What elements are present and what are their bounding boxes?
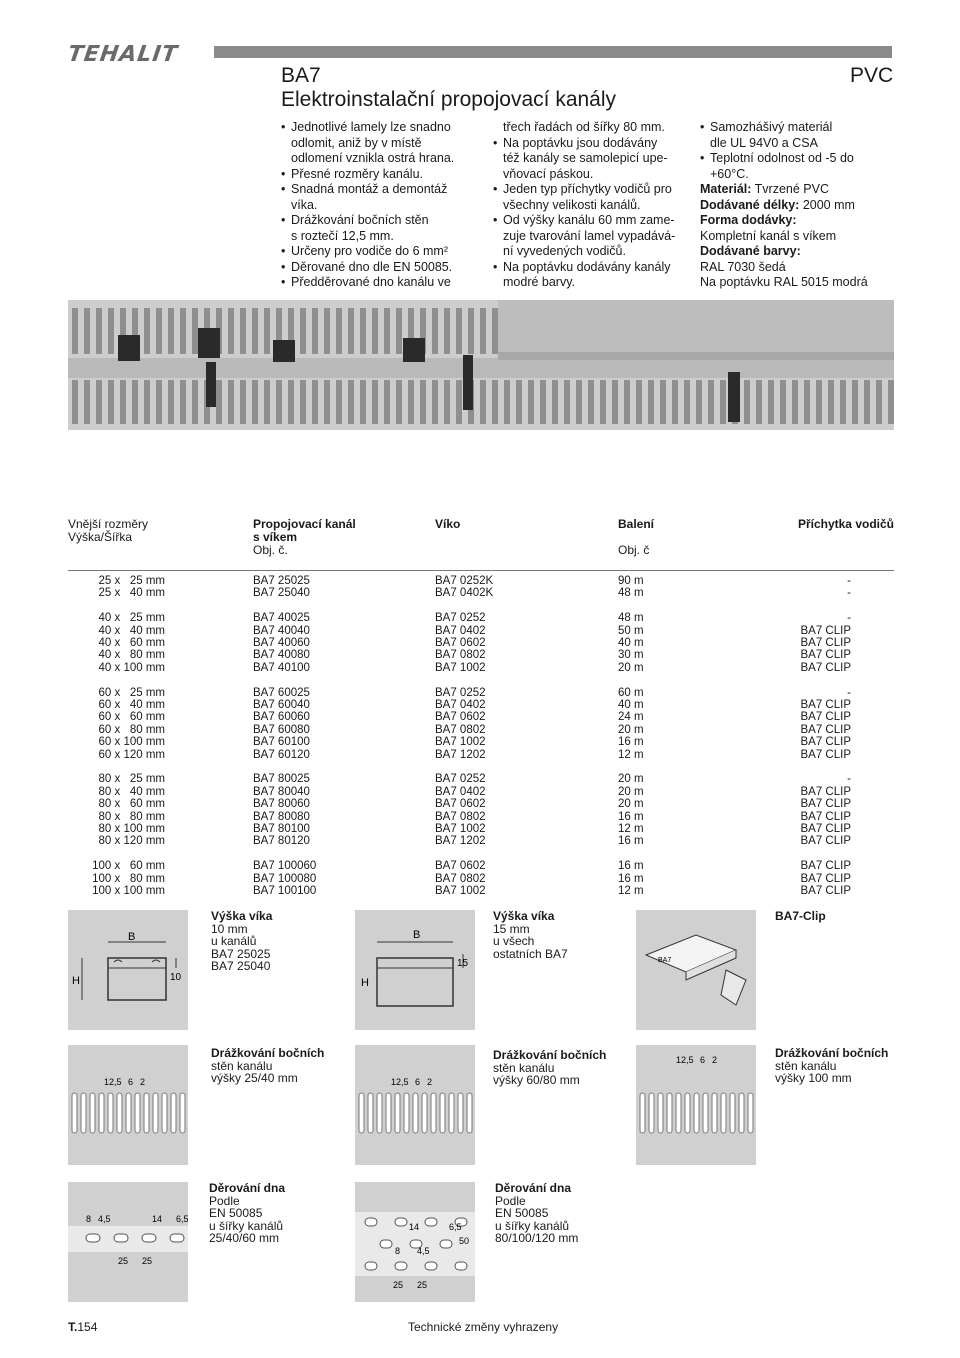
feature-line: modré barvy. <box>503 275 576 289</box>
spec-value: Kompletní kanál s víkem <box>700 228 837 243</box>
feature-line: +60°C. <box>710 166 749 181</box>
slot-drawing-mid <box>355 1045 475 1165</box>
header-bar <box>214 46 892 58</box>
features-column-2 <box>493 120 698 291</box>
channel-code-cell: BA7 40025 <box>253 612 310 625</box>
svg-text:14: 14 <box>152 1214 163 1224</box>
svg-text:4,5: 4,5 <box>98 1214 111 1224</box>
dimension-cell: 100 x 60 mm <box>92 860 165 873</box>
table-row <box>68 637 894 649</box>
channel-code-cell: BA7 80100 <box>253 823 310 835</box>
pack-cell: 24 m <box>618 711 644 724</box>
channel-code-cell: BA7 60040 <box>253 699 310 711</box>
spec-value: 2000 mm <box>802 197 855 212</box>
dimension-cell: 80 x 40 mm <box>98 785 165 798</box>
slot-drawing-small <box>68 1045 188 1165</box>
svg-text:8: 8 <box>395 1246 401 1256</box>
features-column-3 <box>700 120 890 291</box>
spec-list <box>700 182 890 291</box>
spec-label: Forma dodávky: <box>700 213 797 227</box>
caption-holes-large: Děrování dna Podle EN 50085 u šířky kanálů 80/100/120 mm <box>495 1181 579 1246</box>
clip-cell: BA7 CLIP <box>800 823 851 835</box>
clip-cell: BA7 CLIP <box>800 748 851 761</box>
pack-cell: 20 m <box>618 785 644 798</box>
clip-cell: - <box>847 575 851 587</box>
lid-code-cell: BA7 1202 <box>435 748 486 761</box>
feature-line: s roztečí 12,5 mm. <box>291 228 394 243</box>
dim-label-b: B <box>128 931 136 943</box>
channel-code-cell: BA7 40040 <box>253 624 310 637</box>
lid-code-cell: BA7 1002 <box>435 823 486 835</box>
svg-text:12,5: 12,5 <box>104 1077 122 1087</box>
caption-lid-large: Výška víka 15 mm u všech ostatních BA7 <box>493 909 568 961</box>
dimension-cell: 40 x 80 mm <box>98 649 165 662</box>
table-row <box>68 699 894 711</box>
lid-code-cell: BA7 0252 <box>435 686 486 699</box>
spec-row <box>700 213 890 229</box>
channel-code-cell: BA7 80080 <box>253 810 310 823</box>
clip-cell: BA7 CLIP <box>800 798 851 811</box>
table-row <box>68 773 894 785</box>
brand-logo: TEHALIT <box>66 42 180 67</box>
caption-slots-mid: Drážkování bočních stěn kanálu výšky 60/80 mm <box>493 1048 607 1088</box>
feature-line: • Od výšky kanálu 60 mm zame- <box>493 213 698 229</box>
feature-line: • Jednotlivé lamely lze snadno <box>281 120 486 136</box>
dimension-cell: 25 x 25 mm <box>98 575 165 587</box>
feature-line: • Jeden typ příchytky vodičů pro <box>493 182 698 198</box>
svg-text:6,5: 6,5 <box>449 1222 462 1232</box>
spec-value: Tvrzené PVC <box>754 182 829 196</box>
hole-drawing-small <box>68 1182 188 1302</box>
feature-line: • Snadná montáž a demontáž <box>281 182 486 198</box>
dimension-cell: 80 x 60 mm <box>98 798 165 811</box>
header-lid: Víko <box>435 517 461 531</box>
clip-cell: - <box>847 587 851 600</box>
dim-label-15: 15 <box>457 958 469 969</box>
lid-code-cell: BA7 0252K <box>435 575 494 587</box>
lid-code-cell: BA7 0602 <box>435 637 486 649</box>
table-row <box>68 575 894 587</box>
product-code: BA7 <box>281 64 321 87</box>
svg-text:25: 25 <box>118 1256 129 1266</box>
lid-code-cell: BA7 0402 <box>435 699 486 711</box>
pack-cell: 12 m <box>618 823 644 835</box>
caption-slots-small: Drážkování bočních stěn kanálu výšky 25/40 mm <box>211 1046 325 1086</box>
dimension-cell: 40 x 100 mm <box>98 661 165 674</box>
clip-cell: BA7 CLIP <box>800 736 851 749</box>
table-divider <box>68 570 894 571</box>
svg-text:6: 6 <box>415 1077 421 1087</box>
dimension-cell: 60 x 100 mm <box>98 736 165 749</box>
channel-code-cell: BA7 100100 <box>253 885 317 897</box>
dimension-cell: 40 x 60 mm <box>98 637 165 649</box>
dim-label-h2: H <box>361 977 369 989</box>
spec-row <box>700 275 890 291</box>
page-number: T.154 <box>68 1320 98 1334</box>
pack-cell: 20 m <box>618 773 644 786</box>
feature-line: též kanály se samolepicí upe- <box>503 151 668 165</box>
pack-cell: 90 m <box>618 575 644 587</box>
dim-label-10: 10 <box>170 972 182 983</box>
lid-code-cell: BA7 0802 <box>435 649 486 662</box>
svg-text:8: 8 <box>86 1214 92 1224</box>
spec-row <box>700 198 890 214</box>
pack-cell: 48 m <box>618 587 644 600</box>
clip-cell: - <box>847 773 851 786</box>
dimension-cell: 80 x 80 mm <box>98 810 165 823</box>
cross-section-small <box>68 910 188 1030</box>
product-title: Elektroinstalační propojovací kanály <box>281 88 617 111</box>
channel-code-cell: BA7 40080 <box>253 649 310 662</box>
caption-slots-large: Drážkování bočních stěn kanálu výšky 100 mm <box>775 1046 889 1086</box>
svg-text:6,5: 6,5 <box>176 1214 188 1224</box>
feature-line: odlomit, aniž by v místě <box>291 135 422 150</box>
lid-code-cell: BA7 1202 <box>435 835 486 848</box>
svg-text:6: 6 <box>128 1077 134 1087</box>
pack-cell: 30 m <box>618 649 644 662</box>
spec-row <box>700 244 890 260</box>
clip-drawing <box>636 910 756 1030</box>
table-row <box>68 823 894 835</box>
table-row <box>68 860 894 872</box>
table-row <box>68 612 894 624</box>
clip-cell: BA7 CLIP <box>800 637 851 649</box>
feature-line: víka. <box>291 197 318 212</box>
feature-line: • Teplotní odolnost od -5 do <box>700 151 890 167</box>
dimension-cell: 80 x 120 mm <box>98 835 165 848</box>
pack-cell: 12 m <box>618 885 644 897</box>
channel-code-cell: BA7 80120 <box>253 835 310 848</box>
clip-cell: BA7 CLIP <box>800 649 851 662</box>
dimension-cell: 40 x 40 mm <box>98 624 165 637</box>
spec-row <box>700 229 890 245</box>
lid-code-cell: BA7 0402 <box>435 785 486 798</box>
clip-cell: - <box>847 686 851 699</box>
channel-code-cell: BA7 80040 <box>253 785 310 798</box>
slot-drawing-large <box>636 1045 756 1165</box>
lid-code-cell: BA7 0602 <box>435 860 486 873</box>
table-row <box>68 736 894 748</box>
feature-line: • Určeny pro vodiče do 6 mm² <box>281 244 486 260</box>
lid-code-cell: BA7 0252 <box>435 612 486 625</box>
clip-cell: BA7 CLIP <box>800 860 851 873</box>
feature-line: odlomení vznikla ostrá hrana. <box>291 151 455 165</box>
channel-code-cell: BA7 60060 <box>253 711 310 724</box>
pack-cell: 20 m <box>618 723 644 736</box>
channel-code-cell: BA7 80060 <box>253 798 310 811</box>
pack-cell: 48 m <box>618 612 644 625</box>
pack-cell: 40 m <box>618 699 644 711</box>
pack-cell: 60 m <box>618 686 644 699</box>
table-row <box>68 625 894 637</box>
feature-line: všechny velikosti kanálů. <box>503 197 641 212</box>
pack-cell: 16 m <box>618 872 644 885</box>
table-row <box>68 662 894 674</box>
lid-code-cell: BA7 0802 <box>435 723 486 736</box>
dimension-cell: 25 x 40 mm <box>98 587 165 600</box>
spec-row <box>700 182 890 198</box>
lid-code-cell: BA7 1002 <box>435 885 486 897</box>
lid-code-cell: BA7 0402 <box>435 624 486 637</box>
svg-text:4,5: 4,5 <box>417 1246 430 1256</box>
lid-code-cell: BA7 0602 <box>435 798 486 811</box>
svg-text:25: 25 <box>142 1256 153 1266</box>
dimension-cell: 80 x 25 mm <box>98 773 165 786</box>
pack-cell: 16 m <box>618 810 644 823</box>
hole-drawing-large <box>355 1182 475 1302</box>
pack-cell: 16 m <box>618 860 644 873</box>
dim-label-b2: B <box>413 929 421 941</box>
svg-text:50: 50 <box>459 1236 470 1246</box>
table-row <box>68 885 894 897</box>
header-channel: Propojovací kanál s víkem Obj. č. <box>253 517 356 557</box>
pack-cell: 20 m <box>618 661 644 674</box>
lid-code-cell: BA7 0602 <box>435 711 486 724</box>
spec-label: Dodávané barvy: <box>700 244 801 258</box>
feature-line: třech řadách od šířky 80 mm. <box>503 120 665 134</box>
channel-code-cell: BA7 25040 <box>253 587 310 600</box>
dimension-cell: 60 x 25 mm <box>98 686 165 699</box>
table-row <box>68 835 894 847</box>
feature-line: • Předděrované dno kanálu ve <box>281 275 486 291</box>
pack-cell: 16 m <box>618 835 644 848</box>
channel-code-cell: BA7 60080 <box>253 723 310 736</box>
table-row <box>68 724 894 736</box>
lid-code-cell: BA7 0252 <box>435 773 486 786</box>
channel-code-cell: BA7 60100 <box>253 736 310 749</box>
dimension-cell: 60 x 80 mm <box>98 723 165 736</box>
pack-cell: 16 m <box>618 736 644 749</box>
feature-line: • Na poptávku jsou dodávány <box>493 136 698 152</box>
clip-cell: BA7 CLIP <box>800 810 851 823</box>
channel-code-cell: BA7 25025 <box>253 575 310 587</box>
clip-cell: BA7 CLIP <box>800 835 851 848</box>
pack-cell: 40 m <box>618 637 644 649</box>
feature-line: ní vyvedených vodičů. <box>503 244 626 258</box>
channel-code-cell: BA7 40060 <box>253 637 310 649</box>
feature-line: vňovací páskou. <box>503 166 594 181</box>
table-row <box>68 811 894 823</box>
spec-value: RAL 7030 šedá <box>700 259 786 274</box>
table-row <box>68 711 894 723</box>
svg-text:25: 25 <box>417 1280 428 1290</box>
feature-line: • Přesné rozměry kanálu. <box>281 167 486 183</box>
feature-line: • Drážkování bočních stěn <box>281 213 486 229</box>
table-row <box>68 873 894 885</box>
table-row <box>68 649 894 661</box>
clip-cell: BA7 CLIP <box>800 785 851 798</box>
channel-photo-graphic <box>68 300 894 430</box>
svg-text:14: 14 <box>409 1222 420 1232</box>
table-row <box>68 749 894 761</box>
spec-row <box>700 260 890 276</box>
channel-code-cell: BA7 100060 <box>253 860 317 873</box>
channel-code-cell: BA7 60025 <box>253 686 310 699</box>
dimension-cell: 100 x 100 mm <box>92 885 165 897</box>
svg-text:25: 25 <box>393 1280 404 1290</box>
dimension-cell: 40 x 25 mm <box>98 612 165 625</box>
clip-cell: BA7 CLIP <box>800 699 851 711</box>
caption-lid-small: Výška víka 10 mm u kanálů BA7 25025 BA7 25040 <box>211 909 273 974</box>
spec-label: Dodávané délky: <box>700 197 800 212</box>
product-material: PVC <box>850 64 894 87</box>
feature-line: • Samozhášivý materiál <box>700 120 890 136</box>
footer-note: Technické změny vyhrazeny <box>408 1320 559 1334</box>
caption-clip: BA7-Clip <box>775 909 826 923</box>
lid-code-cell: BA7 1002 <box>435 736 486 749</box>
lid-code-cell: BA7 1002 <box>435 661 486 674</box>
header-pack: Balení Obj. č <box>618 517 655 557</box>
table-row <box>68 798 894 810</box>
clip-cell: BA7 CLIP <box>800 711 851 724</box>
header-dimensions: Vnější rozměry Výška/Šířka <box>68 517 149 544</box>
clip-cell: BA7 CLIP <box>800 661 851 674</box>
channel-code-cell: BA7 40100 <box>253 661 310 674</box>
features-column-1 <box>281 120 486 291</box>
spec-label: Materiál: <box>700 182 752 196</box>
cross-section-large <box>355 910 475 1030</box>
lid-code-cell: BA7 0802 <box>435 872 486 885</box>
dim-label-h: H <box>72 975 80 987</box>
table-row <box>68 786 894 798</box>
pack-cell: 12 m <box>618 748 644 761</box>
feature-line: • Na poptávku dodávány kanály <box>493 260 698 276</box>
product-photo <box>68 300 894 430</box>
clip-cell: BA7 CLIP <box>800 723 851 736</box>
dimension-cell: 100 x 80 mm <box>92 872 165 885</box>
svg-text:2: 2 <box>427 1077 433 1087</box>
lid-code-cell: BA7 0802 <box>435 810 486 823</box>
channel-code-cell: BA7 60120 <box>253 748 310 761</box>
pack-cell: 20 m <box>618 798 644 811</box>
clip-cell: BA7 CLIP <box>800 872 851 885</box>
channel-code-cell: BA7 80025 <box>253 773 310 786</box>
feature-line: dle UL 94V0 a CSA <box>710 135 818 150</box>
clip-cell: - <box>847 612 851 625</box>
dimension-cell: 60 x 40 mm <box>98 699 165 711</box>
svg-text:2: 2 <box>140 1077 146 1087</box>
caption-holes-small: Děrování dna Podle EN 50085 u šířky kanálů 25/40/60 mm <box>209 1181 286 1246</box>
dimension-cell: 80 x 100 mm <box>98 823 165 835</box>
header-clip: Příchytka vodičů <box>797 517 894 531</box>
svg-text:2: 2 <box>712 1055 718 1065</box>
dimension-cell: 60 x 120 mm <box>98 748 165 761</box>
dimension-cell: 60 x 60 mm <box>98 711 165 724</box>
channel-code-cell: BA7 100080 <box>253 872 317 885</box>
svg-text:12,5: 12,5 <box>391 1077 409 1087</box>
svg-text:12,5: 12,5 <box>676 1055 694 1065</box>
clip-tag: BA7 <box>658 957 672 964</box>
pack-cell: 50 m <box>618 624 644 637</box>
feature-line: • Děrované dno dle EN 50085. <box>281 260 486 276</box>
table-row <box>68 687 894 699</box>
lid-code-cell: BA7 0402K <box>435 587 494 600</box>
svg-text:6: 6 <box>700 1055 706 1065</box>
feature-line: zuje tvarování lamel vypadává- <box>503 228 676 243</box>
clip-cell: BA7 CLIP <box>800 624 851 637</box>
table-row <box>68 587 894 599</box>
spec-value: Na poptávku RAL 5015 modrá <box>700 275 868 289</box>
clip-cell: BA7 CLIP <box>800 885 851 897</box>
